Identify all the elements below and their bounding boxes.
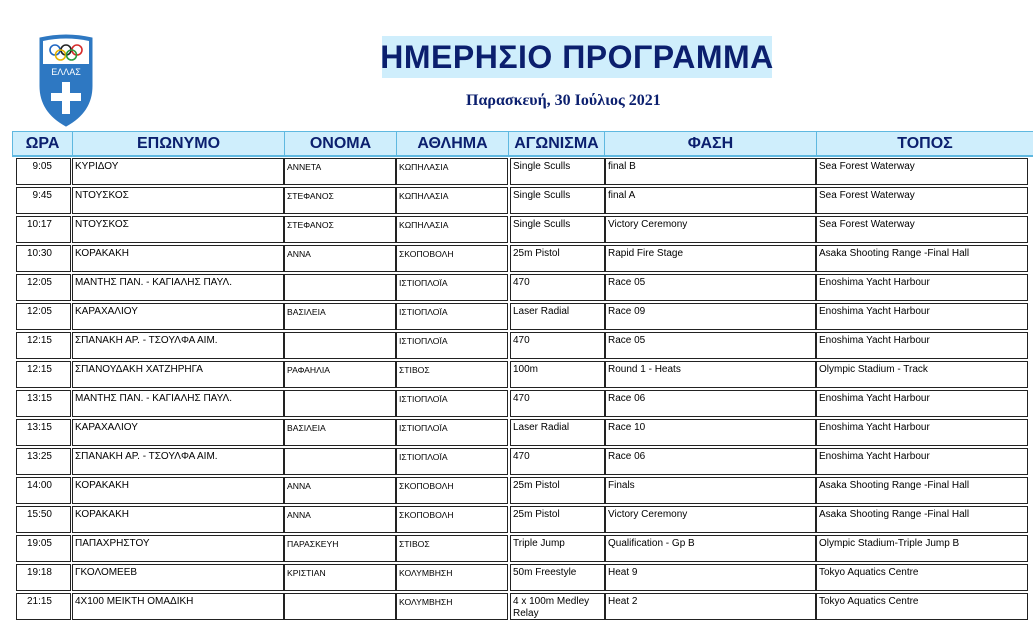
table-row	[0, 477, 1033, 506]
name-cell	[284, 332, 396, 359]
sport-cell: ΙΣΤΙΟΠΛΟΪΑ	[396, 419, 508, 446]
venue-cell: Sea Forest Waterway	[816, 187, 1028, 214]
time-cell: 9:45	[16, 187, 71, 214]
greek-olympic-committee-logo	[36, 34, 96, 128]
surname-cell: ΣΠΑΝΟΥΔΑΚΗ ΧΑΤΖΗΡΗΓΑ	[72, 361, 284, 388]
surname-cell: ΚΥΡΙΔΟΥ	[72, 158, 284, 185]
table-row	[0, 535, 1033, 564]
name-cell: ΣΤΕΦΑΝΟΣ	[284, 216, 396, 243]
time-cell: 13:15	[16, 390, 71, 417]
surname-cell: ΜΑΝΤΗΣ ΠΑΝ. - ΚΑΓΙΑΛΗΣ ΠΑΥΛ.	[72, 274, 284, 301]
time-cell: 12:05	[16, 303, 71, 330]
phase-cell: Race 05	[605, 332, 816, 359]
time-cell: 19:18	[16, 564, 71, 591]
name-cell	[284, 390, 396, 417]
title-box	[382, 36, 772, 78]
event-cell: 470	[510, 332, 605, 359]
sport-cell: ΣΚΟΠΟΒΟΛΗ	[396, 245, 508, 272]
event-cell: 100m	[510, 361, 605, 388]
time-cell: 21:15	[16, 593, 71, 620]
event-header: ΑΓΩΝΙΣΜΑ	[508, 132, 604, 156]
name-cell	[284, 448, 396, 475]
table-row	[0, 506, 1033, 535]
venue-cell: Tokyo Aquatics Centre	[816, 593, 1028, 620]
venue-cell: Enoshima Yacht Harbour	[816, 419, 1028, 446]
venue-cell: Asaka Shooting Range -Final Hall	[816, 477, 1028, 504]
page-date: Παρασκευή, 30 Ιούλιος 2021	[466, 92, 661, 109]
table-row	[0, 245, 1033, 274]
venue-cell: Enoshima Yacht Harbour	[816, 448, 1028, 475]
phase-cell: Victory Ceremony	[605, 506, 816, 533]
surname-cell: ΚΟΡΑΚΑΚΗ	[72, 245, 284, 272]
event-cell: 470	[510, 448, 605, 475]
sport-cell: ΣΤΙΒΟΣ	[396, 535, 508, 562]
surname-cell: ΓΚΟΛΟΜΕΕΒ	[72, 564, 284, 591]
event-cell: 4 x 100m Medley Relay	[510, 593, 605, 620]
sport-cell: ΣΤΙΒΟΣ	[396, 361, 508, 388]
venue-cell: Sea Forest Waterway	[816, 158, 1028, 185]
time-cell: 10:30	[16, 245, 71, 272]
surname-cell: ΚΟΡΑΚΑΚΗ	[72, 477, 284, 504]
venue-cell: Enoshima Yacht Harbour	[816, 390, 1028, 417]
event-cell: Single Sculls	[510, 158, 605, 185]
phase-cell: final A	[605, 187, 816, 214]
name-cell	[284, 274, 396, 301]
name-cell	[284, 593, 396, 620]
name-cell: ΠΑΡΑΣΚΕΥΗ	[284, 535, 396, 562]
venue-cell: Asaka Shooting Range -Final Hall	[816, 506, 1028, 533]
time-cell: 19:05	[16, 535, 71, 562]
header-bottom-line	[12, 155, 1033, 157]
name-cell: ΒΑΣΙΛΕΙΑ	[284, 303, 396, 330]
table-row	[0, 216, 1033, 245]
venue-cell: Asaka Shooting Range -Final Hall	[816, 245, 1028, 272]
event-cell: 470	[510, 390, 605, 417]
event-cell: 50m Freestyle	[510, 564, 605, 591]
name-cell: ΑΝΝΑ	[284, 477, 396, 504]
surname-cell: ΠΑΠΑΧΡΗΣΤΟΥ	[72, 535, 284, 562]
event-cell: Laser Radial	[510, 419, 605, 446]
table-row	[0, 332, 1033, 361]
time-header: ΩΡΑ	[12, 132, 72, 156]
phase-cell: Round 1 - Heats	[605, 361, 816, 388]
phase-cell: Qualification - Gp B	[605, 535, 816, 562]
phase-cell: Finals	[605, 477, 816, 504]
sport-cell: ΙΣΤΙΟΠΛΟΪΑ	[396, 303, 508, 330]
surname-cell: ΣΠΑΝΑΚΗ ΑΡ. - ΤΣΟΥΛΦΑ ΑΙΜ.	[72, 448, 284, 475]
surname-cell: ΚΑΡΑΧΑΛΙΟΥ	[72, 303, 284, 330]
event-cell: 25m Pistol	[510, 477, 605, 504]
table-row	[0, 303, 1033, 332]
phase-cell: Race 06	[605, 390, 816, 417]
time-cell: 9:05	[16, 158, 71, 185]
phase-cell: final B	[605, 158, 816, 185]
surname-cell: ΚΟΡΑΚΑΚΗ	[72, 506, 284, 533]
table-row	[0, 187, 1033, 216]
logo-text: ΕΛΛΑΣ	[51, 67, 81, 77]
name-header: ΟΝΟΜΑ	[284, 132, 396, 156]
event-cell: 25m Pistol	[510, 245, 605, 272]
sport-cell: ΚΩΠΗΛΑΣΙΑ	[396, 216, 508, 243]
surname-cell: ΝΤΟΥΣΚΟΣ	[72, 216, 284, 243]
sport-cell: ΣΚΟΠΟΒΟΛΗ	[396, 477, 508, 504]
name-cell: ΚΡΙΣΤΙΑΝ	[284, 564, 396, 591]
surname-cell: ΣΠΑΝΑΚΗ ΑΡ. - ΤΣΟΥΛΦΑ ΑΙΜ.	[72, 332, 284, 359]
sport-header: ΑΘΛΗΜΑ	[396, 132, 508, 156]
page-title: ΗΜΕΡΗΣΙΟ ΠΡΟΓΡΑΜΜΑ	[380, 38, 774, 75]
surname-cell: ΜΑΝΤΗΣ ΠΑΝ. - ΚΑΓΙΑΛΗΣ ΠΑΥΛ.	[72, 390, 284, 417]
surname-cell: ΝΤΟΥΣΚΟΣ	[72, 187, 284, 214]
venue-cell: Olympic Stadium-Triple Jump B	[816, 535, 1028, 562]
table-row	[0, 419, 1033, 448]
sport-cell: ΚΩΠΗΛΑΣΙΑ	[396, 158, 508, 185]
phase-cell: Race 09	[605, 303, 816, 330]
event-cell: Single Sculls	[510, 216, 605, 243]
time-cell: 13:25	[16, 448, 71, 475]
venue-cell: Olympic Stadium - Track	[816, 361, 1028, 388]
name-cell: ΡΑΦΑΗΛΙΑ	[284, 361, 396, 388]
time-cell: 12:15	[16, 361, 71, 388]
name-cell: ΑΝΝΑ	[284, 506, 396, 533]
sport-cell: ΚΟΛΥΜΒΗΣΗ	[396, 593, 508, 620]
time-cell: 14:00	[16, 477, 71, 504]
phase-cell: Heat 2	[605, 593, 816, 620]
table-row	[0, 390, 1033, 419]
time-cell: 12:15	[16, 332, 71, 359]
sport-cell: ΣΚΟΠΟΒΟΛΗ	[396, 506, 508, 533]
event-cell: 25m Pistol	[510, 506, 605, 533]
time-cell: 10:17	[16, 216, 71, 243]
event-cell: 470	[510, 274, 605, 301]
venue-cell: Tokyo Aquatics Centre	[816, 564, 1028, 591]
sport-cell: ΚΩΠΗΛΑΣΙΑ	[396, 187, 508, 214]
event-cell: Laser Radial	[510, 303, 605, 330]
table-row	[0, 564, 1033, 593]
name-cell: ΑΝΝΑ	[284, 245, 396, 272]
phase-header: ΦΑΣΗ	[604, 132, 816, 156]
event-cell: Triple Jump	[510, 535, 605, 562]
name-cell: ΒΑΣΙΛΕΙΑ	[284, 419, 396, 446]
time-cell: 15:50	[16, 506, 71, 533]
surname-cell: ΚΑΡΑΧΑΛΙΟΥ	[72, 419, 284, 446]
time-cell: 12:05	[16, 274, 71, 301]
phase-cell: Race 05	[605, 274, 816, 301]
event-cell: Single Sculls	[510, 187, 605, 214]
surname-header: ΕΠΩΝΥΜΟ	[72, 132, 284, 156]
table-row	[0, 158, 1033, 187]
sport-cell: ΙΣΤΙΟΠΛΟΪΑ	[396, 274, 508, 301]
venue-cell: Enoshima Yacht Harbour	[816, 303, 1028, 330]
sport-cell: ΙΣΤΙΟΠΛΟΪΑ	[396, 332, 508, 359]
table-row	[0, 274, 1033, 303]
sport-cell: ΚΟΛΥΜΒΗΣΗ	[396, 564, 508, 591]
phase-cell: Heat 9	[605, 564, 816, 591]
name-cell: ΑΝΝΕΤΑ	[284, 158, 396, 185]
venue-cell: Enoshima Yacht Harbour	[816, 332, 1028, 359]
name-cell: ΣΤΕΦΑΝΟΣ	[284, 187, 396, 214]
table-row	[0, 361, 1033, 390]
table-row	[0, 593, 1033, 622]
venue-cell: Sea Forest Waterway	[816, 216, 1028, 243]
venue-cell: Enoshima Yacht Harbour	[816, 274, 1028, 301]
time-cell: 13:15	[16, 419, 71, 446]
sport-cell: ΙΣΤΙΟΠΛΟΪΑ	[396, 390, 508, 417]
phase-cell: Victory Ceremony	[605, 216, 816, 243]
table-row	[0, 448, 1033, 477]
sport-cell: ΙΣΤΙΟΠΛΟΪΑ	[396, 448, 508, 475]
surname-cell: 4Χ100 ΜΕΙΚΤΗ ΟΜΑΔΙΚΗ	[72, 593, 284, 620]
phase-cell: Race 06	[605, 448, 816, 475]
venue-header: ΤΟΠΟΣ	[816, 132, 1033, 156]
phase-cell: Race 10	[605, 419, 816, 446]
phase-cell: Rapid Fire Stage	[605, 245, 816, 272]
